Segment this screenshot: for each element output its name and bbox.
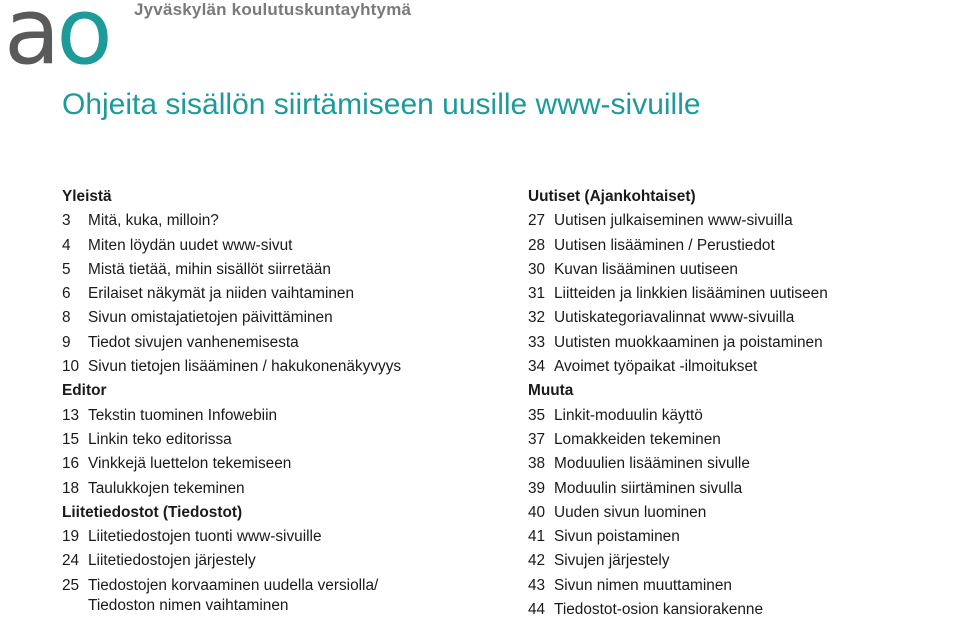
section-heading: Liitetiedostot (Tiedostot): [62, 503, 243, 521]
toc-item-text: Liitetiedostojen tuonti www-sivuille: [88, 528, 322, 546]
page-number: 34: [528, 358, 546, 376]
section-heading: Editor: [62, 382, 107, 400]
toc-item-label: [554, 331, 823, 355]
toc-item[interactable]: [528, 209, 948, 233]
toc-item[interactable]: [528, 525, 948, 549]
section-heading: Uutiset (Ajankohtaiset): [528, 188, 696, 205]
page-number: 43: [528, 576, 546, 594]
toc-item-label: [88, 452, 291, 476]
toc-item-label: [554, 574, 732, 598]
toc-item-label: [88, 428, 232, 452]
toc-item-text: Tekstin tuominen Infowebiin: [88, 406, 278, 424]
toc-item-text: Sivun tietojen lisääminen / hakukonenäkyvyys: [88, 358, 402, 376]
toc-item-label: [554, 258, 738, 282]
toc-item-text: Erilaiset näkymät ja niiden vaihtaminen: [88, 285, 355, 303]
toc-item[interactable]: [528, 501, 948, 525]
page-number: 3: [62, 212, 71, 230]
toc-item-label: [88, 404, 277, 428]
toc-item[interactable]: [62, 234, 502, 258]
page-number: 16: [62, 455, 80, 473]
page-number: 25: [62, 576, 80, 594]
toc-item-label: [554, 452, 750, 476]
toc-item-label: [88, 477, 245, 501]
toc-item-label: [554, 355, 757, 379]
page-number: 28: [528, 236, 546, 254]
toc-item-text: Uuden sivun luominen: [554, 503, 707, 521]
toc-item-text: Moduulin siirtäminen sivulla: [554, 479, 743, 497]
toc-item-text: Liitteiden ja linkkien lisääminen uutiseen: [554, 285, 828, 303]
page-number: 33: [528, 333, 546, 351]
toc-item[interactable]: [528, 258, 948, 282]
toc-left-column: [62, 185, 502, 616]
logo-letter-a: a: [4, 0, 57, 85]
toc-item-label: [88, 306, 333, 330]
toc-item[interactable]: [528, 452, 948, 476]
toc-item-label: [88, 258, 331, 282]
toc-item[interactable]: [528, 404, 948, 428]
toc-item-label: [88, 355, 401, 379]
page-number: 39: [528, 479, 546, 497]
toc-item[interactable]: [528, 598, 948, 622]
page-number: 15: [62, 430, 80, 448]
page-number: 10: [62, 358, 80, 376]
toc-item-text: Mistä tietää, mihin sisällöt siirretään: [88, 260, 331, 278]
toc-item-label: [88, 331, 299, 355]
toc-item-label: [88, 282, 354, 306]
toc-item[interactable]: [62, 428, 502, 452]
toc-item-text: Tiedostojen korvaaminen uudella versiolla/: [88, 576, 379, 594]
page-number: 9: [62, 333, 71, 351]
toc-item-text: Linkin teko editorissa: [88, 430, 232, 448]
page-number: 30: [528, 260, 546, 278]
page-number: 8: [62, 309, 71, 327]
page-number: 35: [528, 406, 546, 424]
toc-item-label: [88, 209, 219, 233]
page-number: 18: [62, 479, 80, 497]
page-number: 13: [62, 406, 80, 424]
toc-item-label: [554, 234, 775, 258]
organization-name: Jyväskylän koulutuskuntayhtymä: [134, 0, 412, 19]
toc-item[interactable]: [62, 404, 502, 428]
toc-item[interactable]: [528, 477, 948, 501]
toc-item-text: Lomakkeiden tekeminen: [554, 430, 721, 448]
toc-item[interactable]: [62, 452, 502, 476]
toc-item-text: Uutiskategoriavalinnat www-sivuilla: [554, 309, 795, 327]
toc-item[interactable]: [528, 549, 948, 573]
toc-item[interactable]: [62, 282, 502, 306]
toc-item-label: [554, 525, 680, 549]
toc-item-label: [554, 477, 742, 501]
page-number: 32: [528, 309, 546, 327]
toc-item-text: Kuvan lisääminen uutiseen: [554, 260, 738, 278]
page-number: 5: [62, 260, 71, 278]
toc-item[interactable]: [62, 258, 502, 282]
page-number: 44: [528, 601, 546, 619]
toc-item-label: [88, 525, 322, 549]
toc-item-text: Uutisten muokkaaminen ja poistaminen: [554, 333, 823, 351]
page-title: Ohjeita sisällön siirtämiseen uusille www-sivuille: [62, 88, 701, 121]
toc-item[interactable]: [62, 331, 502, 355]
toc-item-text: Uutisen lisääminen / Perustiedot: [554, 236, 775, 254]
toc-item-text-line2: Tiedoston nimen vaihtaminen: [88, 596, 289, 614]
toc-item-text: Sivun poistaminen: [554, 528, 680, 546]
toc-item-text: Linkit-moduulin käyttö: [554, 406, 703, 424]
toc-item-text: Mitä, kuka, milloin?: [88, 212, 219, 230]
toc-item[interactable]: [62, 525, 502, 549]
toc-item[interactable]: [62, 355, 502, 379]
toc-item[interactable]: [528, 234, 948, 258]
toc-item[interactable]: [62, 306, 502, 330]
toc-item-text: Avoimet työpaikat -ilmoitukset: [554, 358, 758, 376]
toc-item-text: Moduulien lisääminen sivulle: [554, 455, 750, 473]
toc-item-text: Vinkkejä luettelon tekemiseen: [88, 455, 292, 473]
page-number: 19: [62, 528, 80, 546]
page-number: 4: [62, 236, 71, 254]
page-number: 40: [528, 503, 546, 521]
toc-item-label: [554, 209, 793, 233]
toc-item[interactable]: [528, 282, 948, 306]
toc-item-text: Taulukkojen tekeminen: [88, 479, 245, 497]
toc-item-label: [554, 549, 669, 573]
toc-item-label: [554, 501, 706, 525]
toc-item-label: [554, 428, 721, 452]
page-number: 31: [528, 285, 546, 303]
toc-right-column: [528, 185, 948, 622]
ao-logo: [4, 0, 109, 85]
toc-item[interactable]: [528, 306, 948, 330]
page-number: 38: [528, 455, 546, 473]
toc-item-label: [554, 306, 794, 330]
toc-item-text: Sivun omistajatietojen päivittäminen: [88, 309, 333, 327]
toc-item-label: [88, 549, 256, 573]
toc-item-label: [88, 234, 292, 258]
toc-item-text: Miten löydän uudet www-sivut: [88, 236, 293, 254]
toc-item[interactable]: [62, 477, 502, 501]
toc-item-text: Liitetiedostojen järjestely: [88, 552, 256, 570]
page-number: 37: [528, 430, 546, 448]
toc-item[interactable]: [62, 209, 502, 233]
toc-item-label: [88, 576, 378, 616]
logo-letter-o: o: [56, 0, 109, 85]
page-number: 6: [62, 285, 71, 303]
toc-item[interactable]: [62, 576, 502, 616]
toc-item-text: Uutisen julkaiseminen www-sivuilla: [554, 212, 793, 230]
toc-item-text: Sivun nimen muuttaminen: [554, 576, 732, 594]
section-heading: Yleistä: [62, 188, 112, 205]
page-number: 41: [528, 528, 546, 546]
toc-item-text: Sivujen järjestely: [554, 552, 670, 570]
section-heading: Muuta: [528, 382, 574, 400]
toc-item-text: Tiedot sivujen vanhenemisesta: [88, 333, 299, 351]
toc-item-label: [554, 404, 703, 428]
page-number: 42: [528, 552, 546, 570]
page-number: 24: [62, 552, 80, 570]
toc-item-label: [554, 598, 763, 622]
toc-item-label: [554, 282, 828, 306]
toc-item-text: Tiedostot-osion kansiorakenne: [554, 601, 764, 619]
toc-item[interactable]: [62, 549, 502, 573]
toc-item[interactable]: [528, 428, 948, 452]
toc-item[interactable]: [528, 574, 948, 598]
toc-item[interactable]: [528, 355, 948, 379]
toc-item[interactable]: [528, 331, 948, 355]
page-number: 27: [528, 212, 546, 230]
